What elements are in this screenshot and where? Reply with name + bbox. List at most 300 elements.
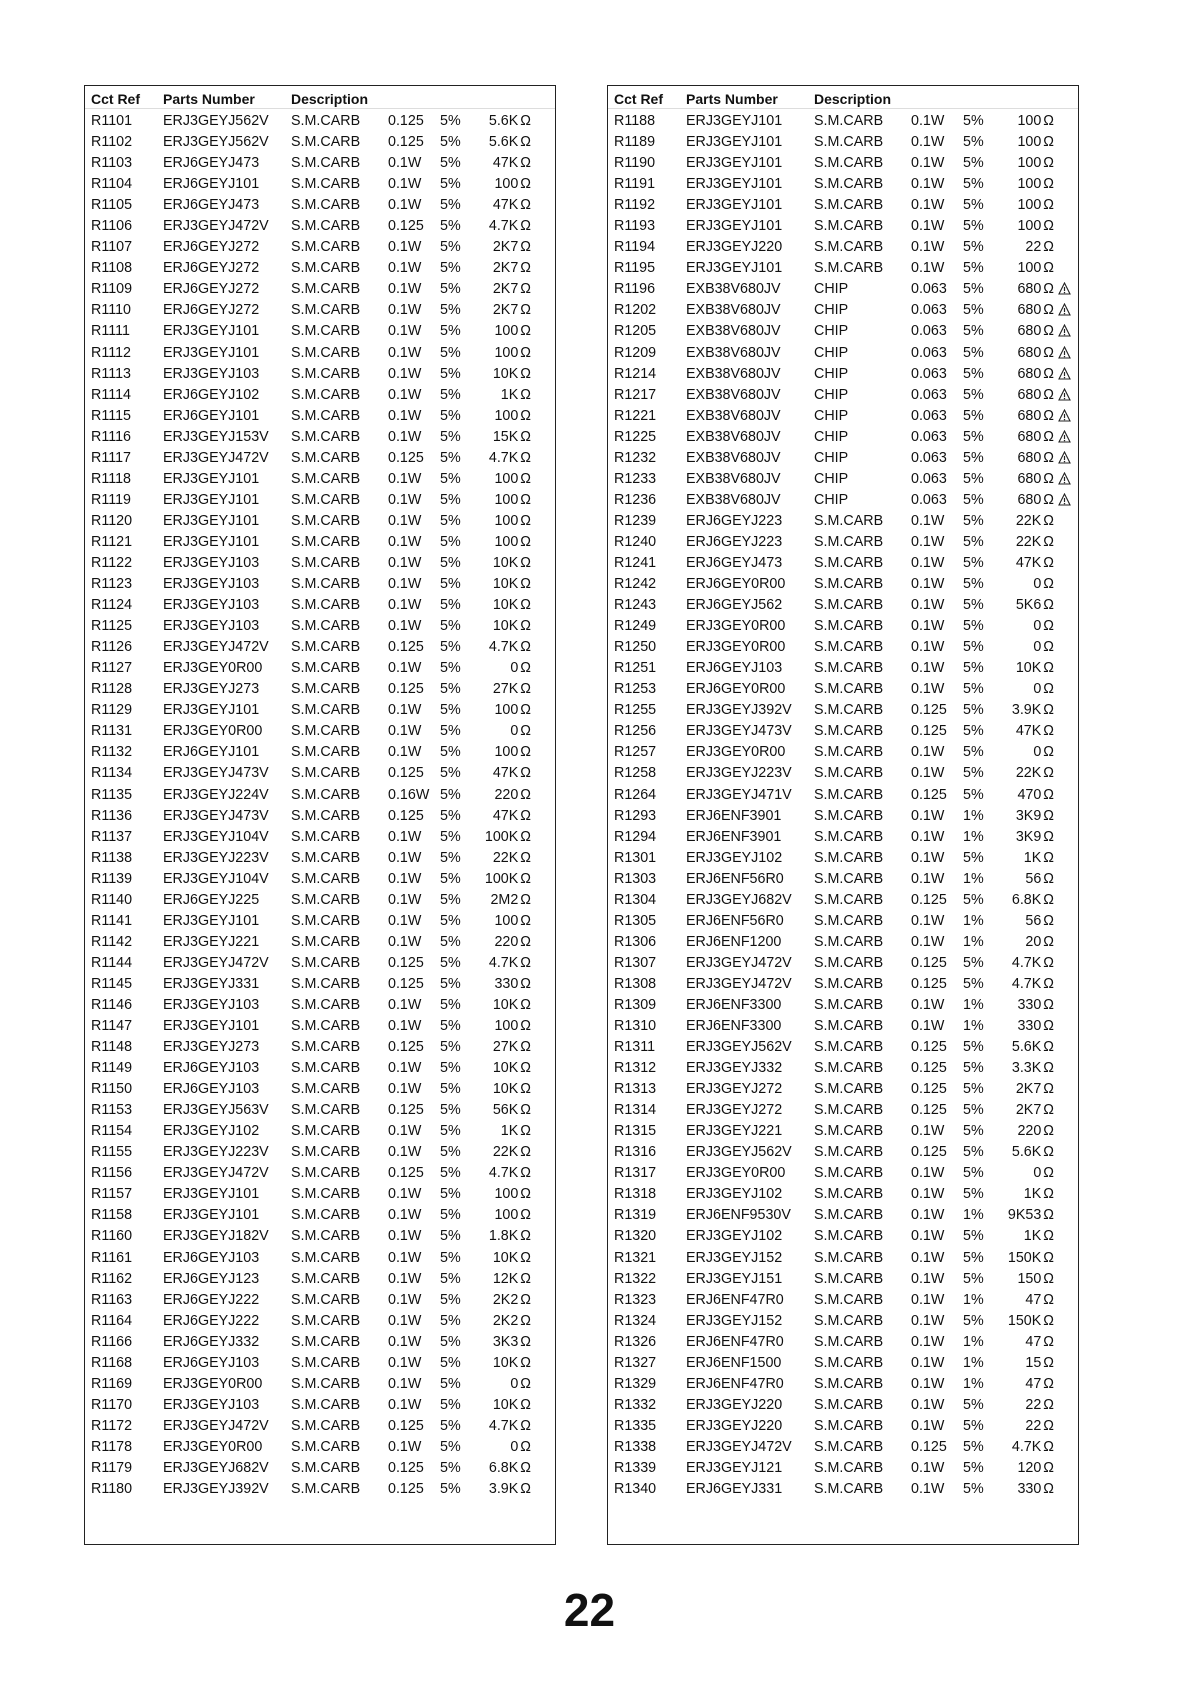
tolerance-cell: 5% <box>440 954 461 971</box>
value-text: 0 <box>1033 618 1042 635</box>
value-cell <box>489 1226 531 1247</box>
value-text: 47K <box>492 155 519 172</box>
description-cell: S.M.CARB <box>814 1417 884 1434</box>
ohm-symbol: Ω <box>1043 155 1054 172</box>
power-cell: 0.1W <box>388 1144 422 1161</box>
value-cell <box>493 279 531 300</box>
cct-ref-cell: R1166 <box>91 1333 133 1350</box>
cct-ref-cell: R1192 <box>614 197 656 214</box>
tolerance-cell: 5% <box>963 491 984 508</box>
value-text: 5.6K <box>1011 1144 1042 1161</box>
value-cell <box>1016 1079 1054 1100</box>
description-cell: CHIP <box>814 491 849 508</box>
value-text: 100 <box>1017 113 1042 129</box>
tolerance-cell: 5% <box>963 1081 984 1098</box>
cct-ref-cell: R1225 <box>614 428 657 445</box>
parts-number-cell: ERJ3GEY0R00 <box>163 1375 263 1392</box>
value-cell <box>1008 1248 1054 1269</box>
table-row <box>85 385 555 406</box>
power-cell: 0.1W <box>388 260 422 277</box>
cct-ref-cell: R1191 <box>614 176 656 193</box>
tolerance-cell: 5% <box>963 386 984 403</box>
value-cell <box>494 932 531 953</box>
cct-ref-cell: R1240 <box>614 533 657 550</box>
tolerance-cell: 5% <box>440 891 461 908</box>
value-cell <box>493 553 531 574</box>
value-text: 100 <box>1017 176 1042 193</box>
value-text: 680 <box>1017 302 1042 319</box>
power-cell: 0.1W <box>911 1460 945 1476</box>
parts-number-cell: ERJ6GEYJ101 <box>163 176 260 193</box>
cct-ref-cell: R1249 <box>614 618 657 635</box>
table-row <box>608 932 1078 953</box>
table-row <box>608 532 1078 553</box>
value-cell <box>489 216 531 237</box>
tolerance-cell: 5% <box>963 954 984 971</box>
value-cell <box>493 1037 531 1058</box>
tolerance-cell: 5% <box>440 176 461 193</box>
power-cell: 0.1W <box>388 1312 422 1329</box>
value-cell <box>510 721 531 742</box>
power-cell: 0.125 <box>911 1081 947 1098</box>
cct-ref-cell: R1104 <box>91 176 133 193</box>
power-cell: 0.1W <box>388 1060 422 1077</box>
table-row <box>608 1311 1078 1332</box>
ohm-symbol: Ω <box>1043 765 1054 782</box>
parts-number-cell: ERJ6GEYJ331 <box>686 1481 783 1498</box>
value-text: 22K <box>1015 533 1042 550</box>
tolerance-cell: 5% <box>440 260 461 277</box>
cct-ref-cell: R1137 <box>91 828 133 845</box>
description-cell: S.M.CARB <box>291 1270 361 1287</box>
parts-number-cell: ERJ6ENF56R0 <box>686 912 784 929</box>
table-row <box>85 700 555 721</box>
power-cell: 0.1W <box>388 618 422 635</box>
cct-ref-cell: R1146 <box>91 996 133 1013</box>
description-cell: S.M.CARB <box>814 554 884 571</box>
table-row <box>85 1058 555 1079</box>
tolerance-cell: 5% <box>440 1060 461 1077</box>
value-cell <box>494 343 531 364</box>
ohm-symbol: Ω <box>520 554 531 571</box>
table-row <box>85 1458 555 1479</box>
safety-warning-icon <box>1056 385 1076 406</box>
parts-number-cell: ERJ6GEYJ123 <box>163 1270 260 1287</box>
ohm-symbol: Ω <box>1043 323 1054 340</box>
value-cell <box>1017 195 1054 216</box>
ohm-symbol: Ω <box>520 1144 531 1161</box>
value-cell <box>1033 574 1054 595</box>
table-row <box>608 679 1078 700</box>
parts-number-cell: ERJ6GEYJ272 <box>163 302 260 319</box>
table-row <box>608 216 1078 237</box>
parts-number-cell: EXB38V680JV <box>686 407 781 424</box>
power-cell: 0.125 <box>388 1481 424 1498</box>
value-cell <box>493 995 531 1016</box>
table-row <box>85 490 555 511</box>
value-text: 100 <box>494 533 519 550</box>
description-cell: S.M.CARB <box>291 1375 361 1392</box>
value-cell <box>493 237 531 258</box>
power-cell: 0.1W <box>388 1081 422 1098</box>
power-cell: 0.1W <box>911 176 945 193</box>
power-cell: 0.1W <box>388 407 422 424</box>
power-cell: 0.1W <box>911 618 945 635</box>
parts-number-cell: ERJ6GEYJ101 <box>163 744 260 761</box>
tolerance-cell: 5% <box>440 1102 461 1119</box>
table-row <box>85 1037 555 1058</box>
ohm-symbol: Ω <box>520 176 531 193</box>
tolerance-cell: 5% <box>440 576 461 593</box>
value-cell <box>1012 953 1054 974</box>
table-row <box>608 848 1078 869</box>
description-cell: CHIP <box>814 365 849 382</box>
ohm-symbol: Ω <box>1043 1396 1054 1413</box>
parts-number-cell: ERJ3GEYJ102 <box>686 1228 783 1245</box>
ohm-symbol: Ω <box>520 491 531 508</box>
description-cell: S.M.CARB <box>814 1396 884 1413</box>
parts-number-cell: ERJ6GEYJ223 <box>686 512 783 529</box>
description-cell: S.M.CARB <box>291 618 361 635</box>
tolerance-cell: 5% <box>440 554 461 571</box>
power-cell: 0.1W <box>388 323 422 340</box>
tolerance-cell: 5% <box>963 1312 984 1329</box>
value-text: 2K2 <box>492 1291 519 1308</box>
tolerance-cell: 5% <box>440 639 461 656</box>
power-cell: 0.063 <box>911 323 947 340</box>
cct-ref-cell: R1316 <box>614 1144 657 1161</box>
table-row <box>608 700 1078 721</box>
power-cell: 0.1W <box>388 533 422 550</box>
parts-number-cell: ERJ3GEYJ472V <box>163 639 269 656</box>
parts-number-cell: ERJ6GEYJ103 <box>163 1081 260 1098</box>
table-row <box>85 300 555 321</box>
table-row <box>85 763 555 784</box>
table-row <box>85 1311 555 1332</box>
power-cell: 0.125 <box>388 765 424 782</box>
cct-ref-cell: R1124 <box>91 597 133 614</box>
power-cell: 0.1W <box>911 1186 945 1203</box>
tolerance-cell: 5% <box>440 1375 461 1392</box>
table-row <box>85 1479 555 1500</box>
power-cell: 0.1W <box>911 1018 945 1035</box>
description-cell: S.M.CARB <box>291 302 361 319</box>
tolerance-cell: 5% <box>963 407 984 424</box>
parts-number-cell: ERJ3GEY0R00 <box>686 1165 786 1182</box>
cct-ref-cell: R1303 <box>614 870 657 887</box>
power-cell: 0.1W <box>388 576 422 593</box>
power-cell: 0.1W <box>388 597 422 614</box>
power-cell: 0.1W <box>911 660 945 677</box>
value-text: 2K7 <box>492 302 519 319</box>
header-description: Description <box>291 91 369 107</box>
tolerance-cell: 5% <box>963 975 984 992</box>
table-row <box>85 827 555 848</box>
tolerance-cell: 1% <box>963 912 984 929</box>
value-cell <box>489 1416 531 1437</box>
power-cell: 0.125 <box>388 807 424 824</box>
value-cell <box>1017 1016 1054 1037</box>
description-cell: S.M.CARB <box>291 597 361 614</box>
value-cell <box>493 679 531 700</box>
tolerance-cell: 5% <box>440 1039 461 1056</box>
power-cell: 0.125 <box>911 1144 947 1161</box>
tolerance-cell: 1% <box>963 1207 984 1224</box>
header-cct-ref: Cct Ref <box>614 91 664 107</box>
description-cell: S.M.CARB <box>291 1039 361 1056</box>
description-cell: S.M.CARB <box>291 1438 361 1455</box>
table-row <box>85 111 555 132</box>
cct-ref-cell: R1164 <box>91 1312 133 1329</box>
value-text: 10K <box>492 996 519 1013</box>
power-cell: 0.125 <box>388 975 424 992</box>
ohm-symbol: Ω <box>520 639 531 656</box>
ohm-symbol: Ω <box>520 1018 531 1035</box>
table-row <box>608 153 1078 174</box>
ohm-symbol: Ω <box>1043 281 1054 298</box>
parts-number-cell: ERJ3GEYJ473V <box>686 723 792 740</box>
cct-ref-cell: R1140 <box>91 891 133 908</box>
tolerance-cell: 5% <box>440 1438 461 1455</box>
value-cell <box>1008 1205 1054 1226</box>
tolerance-cell: 5% <box>963 470 984 487</box>
description-cell: S.M.CARB <box>814 1144 884 1161</box>
parts-number-cell: ERJ3GEYJ273 <box>163 1039 260 1056</box>
value-cell <box>493 427 531 448</box>
parts-number-cell: ERJ6GEYJ272 <box>163 281 260 298</box>
table-row <box>608 974 1078 995</box>
cct-ref-cell: R1132 <box>91 744 133 761</box>
cct-ref-cell: R1190 <box>614 155 656 172</box>
value-text: 680 <box>1017 470 1042 487</box>
tolerance-cell: 5% <box>440 1270 461 1287</box>
ohm-symbol: Ω <box>520 113 531 129</box>
table-row <box>85 448 555 469</box>
table-row <box>85 511 555 532</box>
value-text: 10K <box>492 618 519 635</box>
value-text: 5.6K <box>488 113 519 129</box>
table-row <box>85 1416 555 1437</box>
table-row <box>608 1226 1078 1247</box>
ohm-symbol: Ω <box>520 134 531 151</box>
tolerance-cell: 5% <box>440 723 461 740</box>
value-cell <box>1025 1374 1054 1395</box>
parts-number-cell: ERJ3GEYJ101 <box>163 533 260 550</box>
tolerance-cell: 5% <box>440 155 461 172</box>
description-cell: S.M.CARB <box>291 1249 361 1266</box>
value-cell <box>1016 553 1054 574</box>
ohm-symbol: Ω <box>1043 260 1054 277</box>
cct-ref-cell: R1329 <box>614 1375 657 1392</box>
value-cell <box>485 869 531 890</box>
value-cell <box>1017 343 1054 364</box>
power-cell: 0.1W <box>911 1417 945 1434</box>
description-cell: S.M.CARB <box>814 260 884 277</box>
parts-number-cell: ERJ3GEY0R00 <box>686 618 786 635</box>
power-cell: 0.16W <box>388 786 430 803</box>
cct-ref-cell: R1142 <box>91 933 133 950</box>
power-cell: 0.125 <box>911 1039 947 1056</box>
table-row <box>85 1248 555 1269</box>
value-text: 100K <box>484 870 519 887</box>
ohm-symbol: Ω <box>1043 512 1054 529</box>
value-text: 6.8K <box>1011 891 1042 908</box>
table-row <box>85 848 555 869</box>
power-cell: 0.1W <box>911 197 945 214</box>
power-cell: 0.1W <box>911 1375 945 1392</box>
ohm-symbol: Ω <box>520 597 531 614</box>
power-cell: 0.1W <box>388 512 422 529</box>
header-cct-ref: Cct Ref <box>91 91 141 107</box>
table-row <box>85 1184 555 1205</box>
tolerance-cell: 5% <box>440 491 461 508</box>
power-cell: 0.1W <box>911 1333 945 1350</box>
description-cell: S.M.CARB <box>814 618 884 635</box>
value-cell <box>1025 1290 1054 1311</box>
description-cell: S.M.CARB <box>291 1018 361 1035</box>
cct-ref-cell: R1121 <box>91 533 133 550</box>
description-cell: CHIP <box>814 407 849 424</box>
table-row <box>608 427 1078 448</box>
tolerance-cell: 5% <box>963 344 984 361</box>
cct-ref-cell: R1217 <box>614 386 657 403</box>
value-cell <box>493 195 531 216</box>
power-cell: 0.1W <box>388 428 422 445</box>
cct-ref-cell: R1160 <box>91 1228 133 1245</box>
ohm-symbol: Ω <box>520 996 531 1013</box>
ohm-symbol: Ω <box>1043 239 1054 256</box>
value-text: 22K <box>1015 512 1042 529</box>
cct-ref-cell: R1194 <box>614 239 656 256</box>
tolerance-cell: 5% <box>440 428 461 445</box>
value-cell <box>493 1395 531 1416</box>
ohm-symbol: Ω <box>1043 470 1054 487</box>
description-cell: S.M.CARB <box>291 1312 361 1329</box>
value-cell <box>1016 806 1054 827</box>
description-cell: S.M.CARB <box>291 155 361 172</box>
table-row <box>608 1395 1078 1416</box>
power-cell: 0.1W <box>911 996 945 1013</box>
cct-ref-cell: R1236 <box>614 491 657 508</box>
tolerance-cell: 5% <box>963 218 984 235</box>
tolerance-cell: 1% <box>963 1375 984 1392</box>
power-cell: 0.125 <box>388 1039 424 1056</box>
description-cell: S.M.CARB <box>814 1333 884 1350</box>
description-cell: S.M.CARB <box>291 1396 361 1413</box>
value-text: 150 <box>1017 1270 1042 1287</box>
description-cell: S.M.CARB <box>291 786 361 803</box>
parts-number-cell: ERJ3GEYJ472V <box>163 1417 269 1434</box>
value-text: 100 <box>494 512 519 529</box>
value-text: 680 <box>1017 281 1042 298</box>
power-cell: 0.1W <box>911 533 945 550</box>
ohm-symbol: Ω <box>520 407 531 424</box>
table-row <box>608 469 1078 490</box>
description-cell: S.M.CARB <box>291 449 361 466</box>
value-text: 22K <box>492 1144 519 1161</box>
value-text: 5.6K <box>488 134 519 151</box>
ohm-symbol: Ω <box>520 1102 531 1119</box>
tolerance-cell: 5% <box>963 197 984 214</box>
tolerance-cell: 5% <box>440 1165 461 1182</box>
ohm-symbol: Ω <box>1043 1481 1054 1498</box>
ohm-symbol: Ω <box>520 386 531 403</box>
value-text: 100K <box>484 828 519 845</box>
tolerance-cell: 5% <box>963 554 984 571</box>
parts-number-cell: ERJ3GEYJ562V <box>686 1144 792 1161</box>
cct-ref-cell: R1119 <box>91 491 132 508</box>
parts-number-cell: ERJ6ENF3300 <box>686 1018 782 1035</box>
description-cell: S.M.CARB <box>814 1123 884 1140</box>
ohm-symbol: Ω <box>1043 807 1054 824</box>
tolerance-cell: 5% <box>440 512 461 529</box>
table-row <box>85 890 555 911</box>
value-text: 0 <box>1033 744 1042 761</box>
cct-ref-cell: R1158 <box>91 1207 133 1224</box>
value-cell <box>1033 742 1054 763</box>
value-cell <box>1017 406 1054 427</box>
tolerance-cell: 5% <box>440 933 461 950</box>
cct-ref-cell: R1139 <box>91 870 133 887</box>
parts-number-cell: ERJ3GEYJ101 <box>163 1186 260 1203</box>
value-cell <box>493 1311 531 1332</box>
ohm-symbol: Ω <box>1043 723 1054 740</box>
table-row <box>608 258 1078 279</box>
tolerance-cell: 5% <box>963 1438 984 1455</box>
power-cell: 0.1W <box>388 302 422 319</box>
ohm-symbol: Ω <box>1043 849 1054 866</box>
cct-ref-cell: R1115 <box>91 407 132 424</box>
table-row <box>608 1458 1078 1479</box>
value-cell <box>1033 637 1054 658</box>
description-cell: CHIP <box>814 281 849 298</box>
description-cell: S.M.CARB <box>814 176 884 193</box>
cct-ref-cell: R1320 <box>614 1228 657 1245</box>
table-row <box>85 574 555 595</box>
value-text: 100 <box>1017 197 1042 214</box>
power-cell: 0.1W <box>388 996 422 1013</box>
value-text: 47 <box>1025 1375 1042 1392</box>
description-cell: S.M.CARB <box>814 723 884 740</box>
parts-number-cell: ERJ3GEYJ682V <box>163 1460 269 1476</box>
cct-ref-cell: R1113 <box>91 365 132 382</box>
value-text: 2K2 <box>492 1312 519 1329</box>
value-cell <box>489 1479 531 1500</box>
cct-ref-cell: R1114 <box>91 386 132 403</box>
table-row <box>85 195 555 216</box>
description-cell: S.M.CARB <box>814 954 884 971</box>
power-cell: 0.1W <box>911 260 945 277</box>
table-row <box>608 195 1078 216</box>
table-row <box>85 1205 555 1226</box>
table-row <box>608 553 1078 574</box>
tolerance-cell: 5% <box>963 681 984 698</box>
table-row <box>85 132 555 153</box>
table-row <box>85 932 555 953</box>
power-cell: 0.1W <box>911 1123 945 1140</box>
description-cell: S.M.CARB <box>814 660 884 677</box>
power-cell: 0.1W <box>388 470 422 487</box>
ohm-symbol: Ω <box>520 1354 531 1371</box>
value-text: 2K7 <box>492 281 519 298</box>
description-cell: CHIP <box>814 470 849 487</box>
value-cell <box>1017 469 1054 490</box>
parts-number-cell: ERJ3GEY0R00 <box>686 744 786 761</box>
parts-number-cell: ERJ3GEYJ392V <box>686 702 792 719</box>
parts-number-cell: ERJ6ENF3901 <box>686 807 782 824</box>
ohm-symbol: Ω <box>520 1123 531 1140</box>
parts-number-cell: ERJ3GEYJ472V <box>163 1165 269 1182</box>
